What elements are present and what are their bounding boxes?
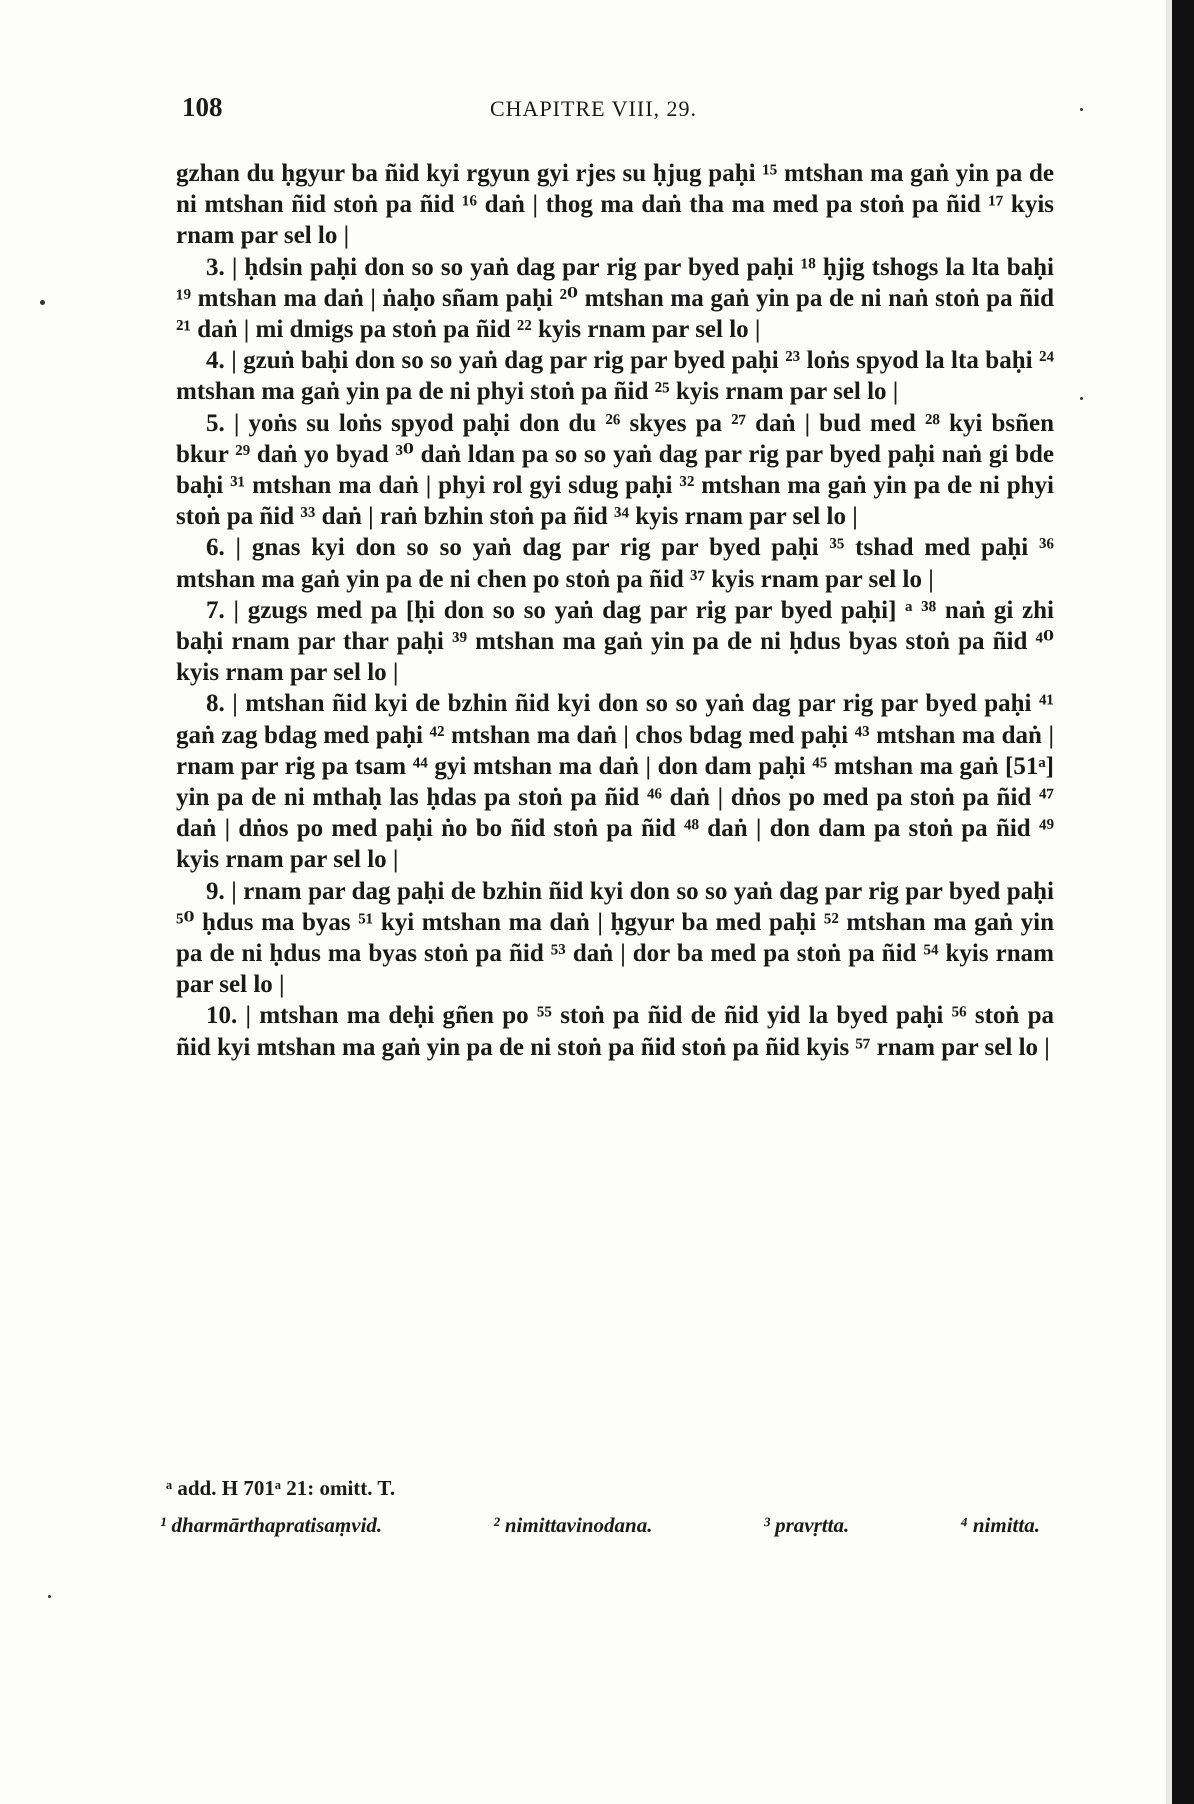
running-title: CHAPITRE VIII, 29. xyxy=(490,96,698,121)
footnote-add-note: ᵃ add. H 701ᵃ 21: omitt. T. xyxy=(166,1476,396,1500)
page-edge-border xyxy=(1172,0,1194,1804)
footnote-4: ⁴ nimitta. xyxy=(960,1513,1040,1537)
footnote-2: ² nimittavinodana. xyxy=(493,1513,653,1537)
paragraph-3: 3. | ḥdsin paḥi don so so yaṅ dag par rig par byed paḥi ¹⁸ ḥjig tshogs la lta baḥi ¹⁹ mtshan ma daṅ | ṅaḥo sñam paḥi ²⁰ mtshan ma gaṅ yin pa de ni naṅ stoṅ pa ñid ²¹ daṅ | mi dmigs pa stoṅ pa ñid ²² kyis rnam par sel lo | xyxy=(176,253,1054,344)
scan-speck xyxy=(40,300,45,305)
page-number: 108 xyxy=(182,92,223,122)
footnote-1: ¹ dharmārthapratisaṃvid. xyxy=(160,1513,383,1537)
footnote-3: ³ pravṛtta. xyxy=(763,1513,850,1537)
page-header xyxy=(180,92,1060,132)
paragraph-6: 6. | gnas kyi don so so yaṅ dag par rig par byed paḥi ³⁵ tshad med paḥi ³⁶ mtshan ma gaṅ yin pa de ni chen po stoṅ pa ñid ³⁷ kyis rnam par sel lo | xyxy=(176,534,1054,593)
footnotes xyxy=(160,1476,1060,1538)
paragraph-10: 10. | mtshan ma deḥi gñen po ⁵⁵ stoṅ pa ñid de ñid yid la byed paḥi ⁵⁶ stoṅ pa ñid kyi mtshan ma gaṅ yin pa de ni stoṅ pa ñid stoṅ pa ñid kyis ⁵⁷ rnam par sel lo | xyxy=(176,1002,1054,1061)
main-text xyxy=(176,158,1054,1063)
paragraph-5: 5. | yoṅs su loṅs spyod paḥi don du ²⁶ skyes pa ²⁷ daṅ | bud med ²⁸ kyi bsñen bkur ²⁹ daṅ yo byad ³⁰ daṅ ldan pa so so yaṅ dag par rig par byed paḥi naṅ gi bde baḥi ³¹ mtshan ma daṅ | phyi rol gyi sdug paḥi ³² mtshan ma gaṅ yin pa de ni phyi stoṅ pa ñid ³³ daṅ | raṅ bzhin stoṅ pa ñid ³⁴ kyis rnam par sel lo | xyxy=(176,409,1054,531)
paragraph-9: 9. | rnam par dag paḥi de bzhin ñid kyi don so so yaṅ dag par rig par byed paḥi ⁵⁰ ḥdus ma byas ⁵¹ kyi mtshan ma daṅ | ḥgyur ba med paḥi ⁵² mtshan ma gaṅ yin pa de ni ḥdus ma byas stoṅ pa ñid ⁵³ daṅ | dor ba med pa stoṅ pa ñid ⁵⁴ kyis rnam par sel lo | xyxy=(176,877,1054,999)
paragraph-4: 4. | gzuṅ baḥi don so so yaṅ dag par rig par byed paḥi ²³ loṅs spyod la lta baḥi ²⁴ mtshan ma gaṅ yin pa de ni phyi stoṅ pa ñid ²⁵ kyis rnam par sel lo | xyxy=(176,347,1054,406)
scan-speck xyxy=(48,1595,51,1598)
paragraph-continuation: gzhan du ḥgyur ba ñid kyi rgyun gyi rjes su ḥjug paḥi ¹⁵ mtshan ma gaṅ yin pa de ni mtshan ñid stoṅ pa ñid ¹⁶ daṅ | thog ma daṅ tha ma med pa stoṅ pa ñid ¹⁷ kyis rnam par sel lo | xyxy=(176,160,1054,250)
scan-speck xyxy=(1080,397,1083,400)
paragraph-8: 8. | mtshan ñid kyi de bzhin ñid kyi don so so yaṅ dag par rig par byed paḥi ⁴¹ gaṅ zag bdag med paḥi ⁴² mtshan ma daṅ | chos bdag med paḥi ⁴³ mtshan ma daṅ | rnam par rig pa tsam ⁴⁴ gyi mtshan ma daṅ | don dam paḥi ⁴⁵ mtshan ma gaṅ [51ᵃ] yin pa de ni mthaḥ las ḥdas pa stoṅ pa ñid ⁴⁶ daṅ | dṅos po med pa stoṅ pa ñid ⁴⁷ daṅ | dṅos po med paḥi ṅo bo ñid stoṅ pa ñid ⁴⁸ daṅ | don dam pa stoṅ pa ñid ⁴⁹ kyis rnam par sel lo | xyxy=(176,690,1054,874)
scan-speck xyxy=(1080,108,1083,111)
footnote-list xyxy=(160,1513,1040,1538)
paragraph-7: 7. | gzugs med pa [ḥi don so so yaṅ dag par rig par byed paḥi] ᵃ ³⁸ naṅ gi zhi baḥi rnam par thar paḥi ³⁹ mtshan ma gaṅ yin pa de ni ḥdus byas stoṅ pa ñid ⁴⁰ kyis rnam par sel lo | xyxy=(176,596,1054,687)
